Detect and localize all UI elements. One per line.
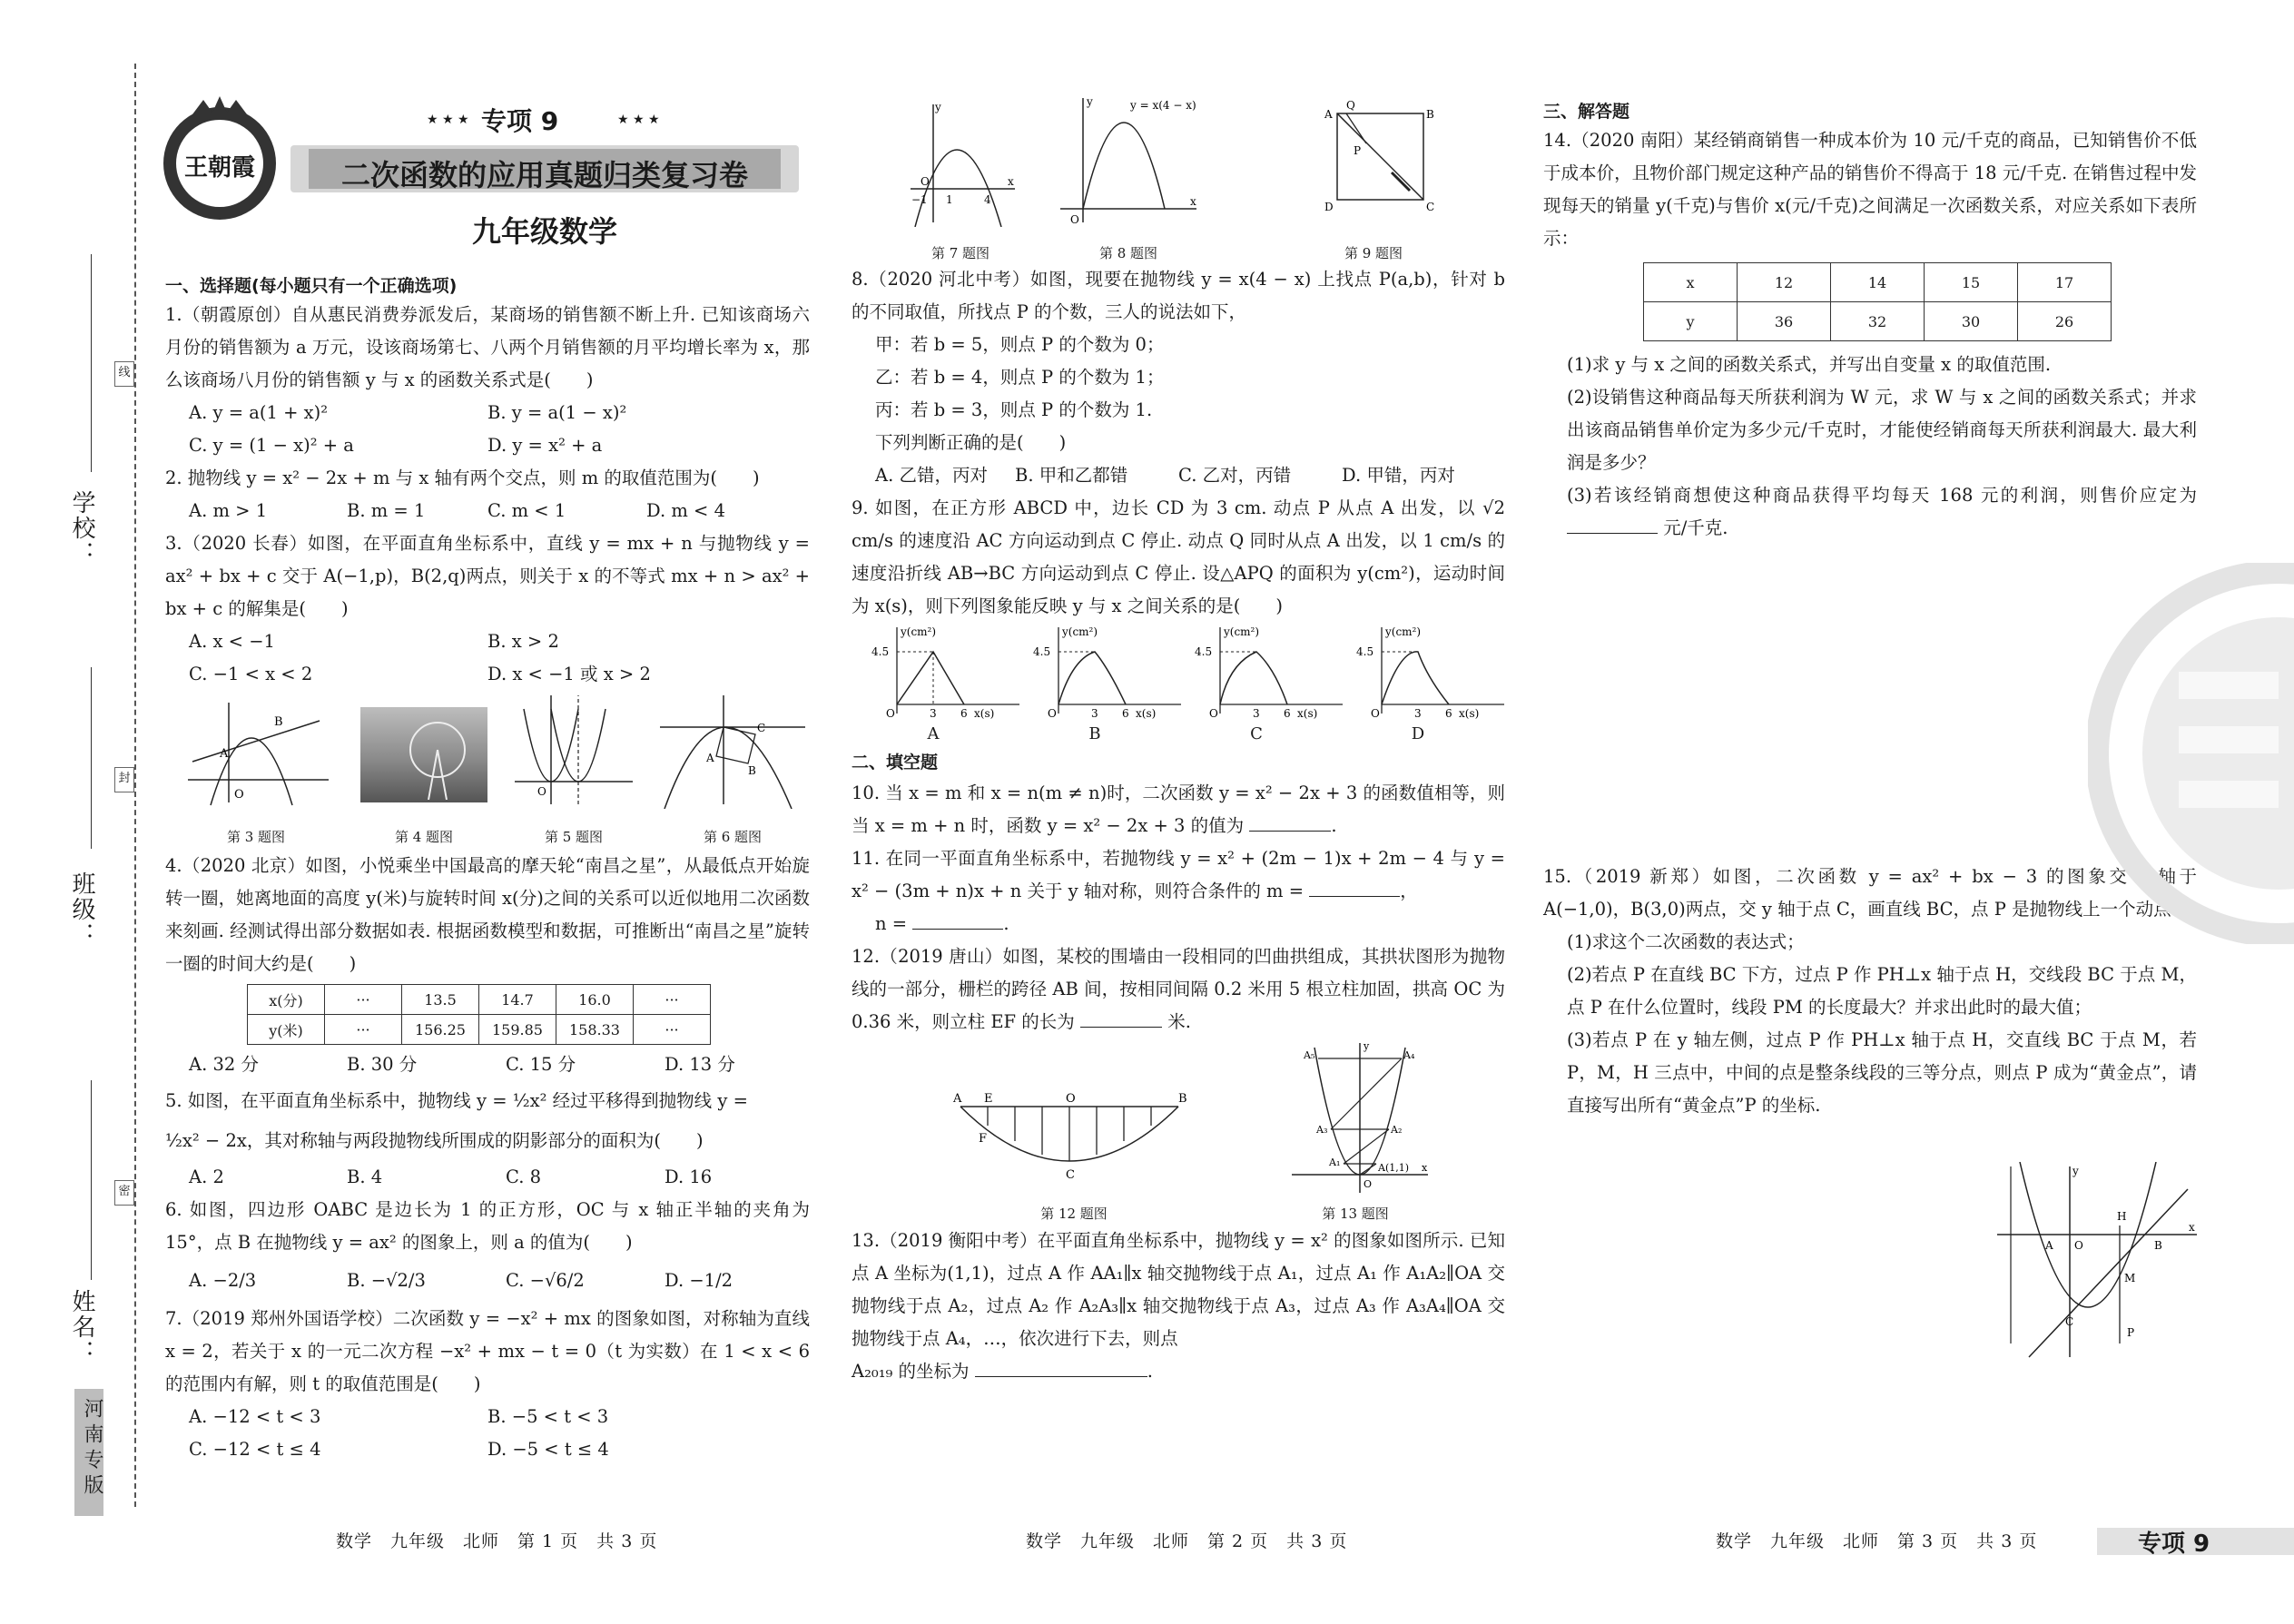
region-label: 河南专版 bbox=[81, 1398, 103, 1500]
svg-text:C: C bbox=[2065, 1315, 2074, 1328]
option: B. 4 bbox=[347, 1166, 383, 1187]
caption-fig8: 第 8 题图 bbox=[1098, 245, 1158, 261]
axis-label: O bbox=[1048, 707, 1057, 720]
caption-fig6: 第 6 题图 bbox=[703, 829, 763, 845]
axis-label: x(s) bbox=[1459, 707, 1480, 720]
question-3: 3.（2020 长春）如图，在平面直角坐标系中，直线 y = mx + n 与抛物线 y = ax² + bx + c 交于 A(−1,p)，B(2,q)两点，则关于 x 的不等式 mx + n > ax² + bx + c 的解集是( ) bbox=[165, 533, 810, 619]
q13-tail-text: A₂₀₁₉ 的坐标为 bbox=[852, 1361, 970, 1382]
axis-label: 3 bbox=[1091, 707, 1098, 720]
svg-text:y: y bbox=[1364, 1040, 1370, 1052]
topic-badge: 专项 9 bbox=[481, 106, 559, 136]
q11-n-label: n = bbox=[875, 913, 908, 934]
option: B. x > 2 bbox=[487, 631, 559, 652]
q15-part-3: (3)若点 P 在 y 轴左侧，过点 P 作 PH⊥x 轴于点 H，交直线 BC 于点 M，若 P，M，H 三点中，中间的点是整条线段的三等分点，则点 P 成为“黄金点”，请直接写出所有“黄金点”P 的坐标. bbox=[1567, 1029, 2197, 1116]
svg-text:C: C bbox=[757, 722, 766, 734]
svg-text:A₂: A₂ bbox=[1391, 1124, 1403, 1136]
option: D. m < 4 bbox=[646, 500, 725, 521]
svg-text:B: B bbox=[1178, 1092, 1187, 1106]
answer-blank[interactable] bbox=[1080, 1007, 1162, 1028]
option: A. 32 分 bbox=[189, 1054, 259, 1075]
option: C. m < 1 bbox=[487, 500, 566, 521]
axis-label: 4.5 bbox=[1356, 645, 1374, 658]
option: B. 30 分 bbox=[347, 1054, 418, 1075]
svg-text:y: y bbox=[1087, 95, 1093, 108]
caption-fig7: 第 7 题图 bbox=[930, 245, 990, 261]
caption-fig9: 第 9 题图 bbox=[1344, 245, 1403, 261]
question-11: 11. 在同一平面直角坐标系中，若抛物线 y = x² + (2m − 1)x + 2m − 4 与 y = x² − (3m + n)x + n 关于 y 轴对称，则符合条件的 m = ， bbox=[852, 848, 1505, 901]
svg-text:x: x bbox=[1422, 1162, 1428, 1174]
table-cell: 159.85 bbox=[479, 1015, 556, 1045]
svg-text:H: H bbox=[2117, 1210, 2127, 1223]
page-1-column bbox=[165, 272, 810, 1466]
question-14: 14.（2020 南阳）某经销商销售一种成本价为 10 元/千克的商品，已知销售价不低于成本价，且物价部门规定这种产品的销售价不得高于 18 元/千克. 在销售过程中发现每天的销量 y(千克)与售价 x(元/千克)之间满足一次函数关系，对应关系如下表所示： bbox=[1543, 130, 2197, 249]
q15-part-1: (1)求这个二次函数的表达式； bbox=[1567, 931, 1805, 952]
option: B. 甲和乙都错 bbox=[1015, 465, 1128, 486]
page-title: 二次函数的应用真题归类复习卷 bbox=[340, 158, 748, 192]
axis-label: 6 bbox=[1122, 707, 1129, 720]
svg-text:x: x bbox=[1190, 195, 1196, 208]
q8-claim-bing: 丙：若 b = 3，则点 P 的个数为 1. bbox=[875, 399, 1153, 420]
svg-text:O: O bbox=[1066, 1092, 1076, 1106]
option: D. 甲错，丙对 bbox=[1342, 465, 1455, 486]
question-15: 15.（2019 新郑）如图，二次函数 y = ax² + bx − 3 的图象交 x 轴于 A(−1,0)，B(3,0)两点，交 y 轴于点 C，画直线 BC，点 P 是抛物线上一个动点. bbox=[1543, 866, 2197, 920]
table-cell: 36 bbox=[1738, 302, 1831, 341]
axis-label: 4.5 bbox=[1033, 645, 1051, 658]
option: D. 13 分 bbox=[665, 1054, 735, 1075]
question-5: 5. 如图，在平面直角坐标系中，抛物线 y = ½x² 经过平移得到抛物线 y = bbox=[165, 1090, 748, 1111]
footer-page-1: 数学 九年级 北师 第 1 页 共 3 页 bbox=[336, 1531, 658, 1551]
figure-q13 bbox=[1287, 1038, 1433, 1197]
q8-claim-jia: 甲：若 b = 5，则点 P 的个数为 0； bbox=[875, 334, 1165, 355]
option: B. m = 1 bbox=[347, 500, 426, 521]
svg-text:B: B bbox=[2154, 1239, 2162, 1252]
figures-row-3 bbox=[852, 1038, 1505, 1225]
option: A. m > 1 bbox=[189, 500, 268, 521]
axis-label: 3 bbox=[1253, 707, 1260, 720]
question-8: 8.（2020 河北中考）如图，现要在抛物线 y = x(4 − x) 上找点 P(a,b)，针对 b 的不同取值，所找点 P 的个数，三人的说法如下， bbox=[852, 269, 1505, 322]
q9-graphs bbox=[852, 623, 1505, 745]
page-3-column bbox=[1543, 98, 2197, 545]
table-cell: ··· bbox=[325, 1015, 402, 1045]
logo-text: 王朝霞 bbox=[183, 154, 255, 182]
axis-label: y(cm²) bbox=[1385, 625, 1422, 638]
q7-options bbox=[165, 1401, 810, 1466]
option: C. −12 < t ≤ 4 bbox=[189, 1439, 321, 1460]
binding-line bbox=[134, 64, 136, 1507]
badge-stars-right: ★ ★ ★ bbox=[617, 113, 660, 127]
seal-box-2: 封 bbox=[114, 767, 134, 792]
question-12 bbox=[852, 940, 1505, 1038]
axis-label: 6 bbox=[1445, 707, 1452, 720]
table-cell: y bbox=[1644, 302, 1738, 341]
watermark-seal bbox=[2088, 563, 2294, 944]
option: B. −√2/3 bbox=[347, 1270, 426, 1291]
figures-row-1 bbox=[165, 691, 810, 850]
caption-fig5: 第 5 题图 bbox=[544, 829, 604, 845]
q3-options bbox=[165, 625, 810, 691]
svg-text:Q: Q bbox=[1346, 100, 1355, 112]
svg-text:y: y bbox=[935, 101, 941, 113]
q9-graph-d bbox=[1354, 623, 1509, 723]
answer-blank[interactable] bbox=[975, 1356, 1147, 1377]
q10-text: 10. 当 x = m 和 x = n(m ≠ n)时，二次函数 y = x² − 2x + 3 的函数值相等，则当 x = m + n 时，函数 y = x² − 2x + 3 的值为 bbox=[852, 782, 1505, 836]
question-1: 1.（朝霞原创）自从惠民消费券派发后，某商场的销售额不断上升. 已知该商场六月份的销售额为 a 万元，设该商场第七、八两个月销售额的月平均增长率为 x，那么该商场八月份的销售额 y 与 x 的函数关系式是( ) bbox=[165, 304, 810, 390]
svg-text:A₅: A₅ bbox=[1304, 1049, 1315, 1061]
q14-unit: 元/千克. bbox=[1663, 517, 1728, 538]
axis-label: x(s) bbox=[1136, 707, 1157, 720]
q9-label-b: B bbox=[1088, 724, 1101, 743]
q14-p3-text: (3)若该经销商想使这种商品获得平均每天 168 元的利润，则售价应定为 bbox=[1567, 485, 2197, 506]
question-4: 4.（2020 北京）如图，小悦乘坐中国最高的摩天轮“南昌之星”，从最低点开始旋转一圈，她离地面的高度 y(米)与旋转时间 x(分)之间的关系可以近似地用二次函数来刻画. 经测试得出部分数据如表. 根据函数模型和数据，可推断出“南昌之星”旋转一圈的时间大约是( ) bbox=[165, 855, 810, 974]
svg-text:P: P bbox=[2127, 1326, 2135, 1339]
axis-label: 4.5 bbox=[1195, 645, 1213, 658]
table-cell: x(分) bbox=[248, 985, 325, 1015]
svg-text:D: D bbox=[1324, 201, 1334, 213]
question-9: 9. 如图，在正方形 ABCD 中，边长 CD 为 3 cm. 动点 P 从点 A 出发，以 √2 cm/s 的速度沿 AC 方向运动到点 C 停止. 动点 Q 同时从点 A 出发，以 1 cm/s 的速度沿折线 AB→BC 方向运动到点 C 停止. 设△APQ 的面积为 y(cm²)，运动时间为 x(s)，则下列图象能反映 y 与 x 之间关系的是( ) bbox=[852, 497, 1505, 616]
svg-text:A: A bbox=[706, 752, 714, 764]
svg-text:M: M bbox=[2124, 1272, 2136, 1284]
table-cell: ··· bbox=[634, 1015, 711, 1045]
figure-q8 bbox=[1056, 91, 1201, 227]
school-label: 学校： bbox=[68, 490, 95, 566]
option: C. 15 分 bbox=[506, 1054, 576, 1075]
figure-q5 bbox=[510, 691, 637, 809]
option: A. 2 bbox=[189, 1166, 224, 1187]
figure-q7 bbox=[906, 91, 1019, 227]
q12-text: 12.（2019 唐山）如图，某校的围墙由一段相同的凹曲拱组成，其拱状图形为抛物线的一部分，栅栏的跨径 AB 间，按相同间隔 0.2 米用 5 根立柱加固，拱高 OC 为 0.36 米，则立柱 EF 的长为 bbox=[852, 946, 1505, 1032]
axis-label: O bbox=[1209, 707, 1218, 720]
q8-options bbox=[852, 459, 1505, 492]
figure-q12 bbox=[951, 1084, 1187, 1193]
table-cell: 14.7 bbox=[479, 985, 556, 1015]
q4-options bbox=[165, 1048, 810, 1081]
svg-text:B: B bbox=[274, 715, 283, 729]
figures-row-2 bbox=[852, 91, 1505, 263]
axis-label: 3 bbox=[930, 707, 937, 720]
answer-blank[interactable] bbox=[1309, 876, 1400, 897]
svg-text:E: E bbox=[984, 1092, 993, 1106]
table-cell: x bbox=[1644, 263, 1738, 302]
svg-text:4: 4 bbox=[984, 193, 991, 206]
svg-text:O: O bbox=[921, 175, 930, 188]
section-answer: 三、解答题 bbox=[1543, 102, 1630, 122]
q11-text: 11. 在同一平面直角坐标系中，若抛物线 y = x² + (2m − 1)x + 2m − 4 与 y = x² − (3m + n)x + n 关于 y 轴对称，则符合条件的 m = bbox=[852, 848, 1505, 901]
svg-text:A: A bbox=[953, 1092, 962, 1106]
question-11-n: n = . bbox=[852, 908, 1505, 940]
figure-q9 bbox=[1319, 100, 1437, 227]
option: D. −1/2 bbox=[665, 1270, 733, 1291]
option: C. 乙对，丙错 bbox=[1178, 465, 1292, 486]
section-fill: 二、填空题 bbox=[852, 753, 939, 773]
svg-text:O: O bbox=[1070, 213, 1079, 226]
figure-q15 bbox=[1993, 1162, 2201, 1362]
svg-text:F: F bbox=[979, 1132, 988, 1146]
svg-text:x: x bbox=[1008, 175, 1014, 188]
q9-graph-c bbox=[1193, 623, 1347, 723]
svg-text:P: P bbox=[1354, 144, 1362, 157]
class-label: 班级： bbox=[68, 871, 95, 948]
answer-blank[interactable] bbox=[912, 909, 1003, 930]
option: C. 8 bbox=[506, 1166, 542, 1187]
q14-part-2: (2)设销售这种商品每天所获利润为 W 元，求 W 与 x 之间的函数关系式；并求出该商品销售单价定为多少元/千克时，才能使经销商每天所获利润最大. 最大利润是多少？ bbox=[1567, 387, 2197, 473]
table-cell: 26 bbox=[2018, 302, 2112, 341]
q8-prompt: 下列判断正确的是( ) bbox=[875, 432, 1067, 453]
q1-options bbox=[165, 397, 810, 462]
option: D. x < −1 或 x > 2 bbox=[487, 664, 651, 684]
badge-stars-left: ★ ★ ★ bbox=[427, 113, 469, 127]
q2-options bbox=[165, 495, 810, 527]
option: A. x < −1 bbox=[189, 631, 275, 652]
axis-label: y(cm²) bbox=[901, 625, 937, 638]
table-cell: 15 bbox=[1925, 263, 2018, 302]
table-cell: 12 bbox=[1738, 263, 1831, 302]
svg-text:B: B bbox=[748, 764, 756, 777]
option: D. y = x² + a bbox=[487, 435, 603, 456]
svg-text:O: O bbox=[2074, 1239, 2083, 1252]
table-cell: ··· bbox=[325, 985, 402, 1015]
q14-table bbox=[1643, 262, 2112, 341]
q6-options bbox=[165, 1259, 810, 1303]
q14-part-3 bbox=[1543, 479, 2197, 545]
option: C. −√6/2 bbox=[506, 1270, 585, 1291]
axis-label: O bbox=[886, 707, 895, 720]
footer-page-3: 数学 九年级 北师 第 3 页 共 3 页 bbox=[1716, 1531, 2038, 1551]
seal-box-3: 密 bbox=[114, 1180, 134, 1206]
option: C. −1 < x < 2 bbox=[189, 664, 313, 684]
axis-label: 3 bbox=[1414, 707, 1422, 720]
table-cell: y(米) bbox=[248, 1015, 325, 1045]
seal-box-1: 线 bbox=[114, 361, 134, 387]
q9-graph-b bbox=[1031, 623, 1186, 723]
axis-label: 6 bbox=[960, 707, 968, 720]
axis-label: O bbox=[1371, 707, 1380, 720]
table-cell: 14 bbox=[1831, 263, 1925, 302]
table-cell: 30 bbox=[1925, 302, 2018, 341]
question-10: 10. 当 x = m 和 x = n(m ≠ n)时，二次函数 y = x² − 2x + 3 的函数值相等，则当 x = m + n 时，函数 y = x² − 2x + 3 的值为 . bbox=[852, 782, 1505, 836]
svg-text:A₁: A₁ bbox=[1329, 1156, 1341, 1168]
option: A. −12 < t < 3 bbox=[189, 1406, 321, 1427]
school-underline bbox=[91, 254, 92, 472]
table-cell: 17 bbox=[2018, 263, 2112, 302]
svg-text:1: 1 bbox=[946, 193, 953, 206]
question-13: 13.（2019 衡阳中考）在平面直角坐标系中，抛物线 y = x² 的图象如图所示. 已知点 A 坐标为(1,1)，过点 A 作 AA₁∥x 轴交抛物线于点 A₁，过点 A₁ 作 A₁A₂∥OA 交抛物线于点 A₂，过点 A₂ 作 A₂A₃∥x 轴交抛物线于点 A₃，过点 A₃ 作 A₃A₄∥OA 交抛物线于点 A₄，…，依次进行下去，则点 bbox=[852, 1230, 1505, 1349]
question-13-tail: A₂₀₁₉ 的坐标为 . bbox=[852, 1355, 1505, 1388]
q4-table bbox=[247, 984, 711, 1045]
name-label: 姓名： bbox=[68, 1289, 95, 1365]
svg-text:B: B bbox=[1426, 108, 1434, 121]
svg-text:A: A bbox=[1324, 108, 1333, 121]
axis-label: x(s) bbox=[1297, 707, 1318, 720]
option: B. −5 < t < 3 bbox=[487, 1406, 609, 1427]
figure-q6 bbox=[655, 691, 810, 809]
subject-title: 九年级数学 bbox=[471, 214, 617, 249]
caption-fig4: 第 4 题图 bbox=[394, 829, 454, 845]
figure-q3 bbox=[183, 698, 333, 807]
q9-graph-a bbox=[870, 623, 1024, 723]
option: D. 16 bbox=[665, 1166, 713, 1187]
q9-label-c: C bbox=[1250, 724, 1263, 743]
q15-part-2: (2)若点 P 在直线 BC 下方，过点 P 作 PH⊥x 轴于点 H，交线段 BC 于点 M，点 P 在什么位置时，线段 PM 的长度最大？并求出此时的最大值； bbox=[1567, 964, 2197, 1018]
caption-fig13: 第 13 题图 bbox=[1322, 1206, 1389, 1222]
page-2-column bbox=[852, 91, 1505, 1388]
svg-text:A(1,1): A(1,1) bbox=[1378, 1162, 1410, 1174]
option: B. y = a(1 − x)² bbox=[487, 402, 627, 423]
svg-text:A₃: A₃ bbox=[1316, 1124, 1328, 1136]
question-6: 6. 如图，四边形 OABC 是边长为 1 的正方形，OC 与 x 轴正半轴的夹角为 15°，点 B 在抛物线 y = ax² 的图象上，则 a 的值为( ) bbox=[165, 1199, 810, 1253]
svg-text:x: x bbox=[2189, 1221, 2195, 1234]
ferris-wheel-icon bbox=[406, 718, 469, 800]
axis-label: 6 bbox=[1284, 707, 1291, 720]
q12-unit: 米. bbox=[1167, 1011, 1191, 1032]
axis-label: y(cm²) bbox=[1062, 625, 1098, 638]
svg-text:A₄: A₄ bbox=[1403, 1049, 1415, 1061]
question-5-cont: ½x² − 2x，其对称轴与两段抛物线所围成的阴影部分的面积为( ) bbox=[165, 1130, 704, 1151]
corner-topic-label: 专项 9 bbox=[2138, 1530, 2210, 1558]
question-7: 7.（2019 郑州外国语学校）二次函数 y = −x² + mx 的图象如图，对称轴为直线 x = 2，若关于 x 的一元二次方程 −x² + mx − t = 0（t 为实数）在 1 < x < 6 的范围内有解，则 t 的取值范围是( ) bbox=[165, 1308, 810, 1394]
caption-fig12: 第 12 题图 bbox=[1040, 1206, 1108, 1222]
option: D. −5 < t ≤ 4 bbox=[487, 1439, 609, 1460]
option: A. −2/3 bbox=[189, 1270, 257, 1291]
footer-page-2: 数学 九年级 北师 第 2 页 共 3 页 bbox=[1026, 1531, 1348, 1551]
q5-options bbox=[165, 1161, 810, 1194]
answer-blank[interactable] bbox=[1249, 811, 1331, 832]
svg-text:C: C bbox=[1426, 201, 1435, 213]
axis-label: y(cm²) bbox=[1224, 625, 1260, 638]
svg-text:A: A bbox=[2045, 1239, 2053, 1252]
svg-text:O: O bbox=[537, 785, 546, 798]
axis-label: 4.5 bbox=[871, 645, 890, 658]
option: C. y = (1 − x)² + a bbox=[189, 435, 354, 456]
section-choice: 一、选择题(每小题只有一个正确选项) bbox=[165, 276, 458, 296]
svg-text:O: O bbox=[1364, 1178, 1373, 1190]
svg-text:O: O bbox=[234, 788, 244, 802]
table-cell: 16.0 bbox=[556, 985, 634, 1015]
table-cell: 32 bbox=[1831, 302, 1925, 341]
caption-fig3: 第 3 题图 bbox=[226, 829, 286, 845]
option: A. y = a(1 + x)² bbox=[189, 402, 329, 423]
q8-claim-yi: 乙：若 b = 4，则点 P 的个数为 1； bbox=[875, 367, 1165, 388]
table-cell: 156.25 bbox=[402, 1015, 479, 1045]
table-cell: ··· bbox=[634, 985, 711, 1015]
svg-text:−1: −1 bbox=[911, 193, 928, 206]
table-cell: 158.33 bbox=[556, 1015, 634, 1045]
question-2: 2. 抛物线 y = x² − 2x + m 与 x 轴有两个交点，则 m 的取值范围为( ) bbox=[165, 468, 760, 488]
q9-label-a: A bbox=[927, 724, 940, 743]
axis-label: x(s) bbox=[974, 707, 995, 720]
svg-text:A: A bbox=[220, 747, 229, 761]
q14-part-1: (1)求 y 与 x 之间的函数关系式，并写出自变量 x 的取值范围. bbox=[1567, 354, 2052, 375]
table-cell: 13.5 bbox=[402, 985, 479, 1015]
class-underline bbox=[91, 667, 92, 849]
answer-blank[interactable] bbox=[1567, 513, 1658, 534]
q9-label-d: D bbox=[1411, 724, 1425, 743]
svg-text:C: C bbox=[1066, 1168, 1075, 1182]
fig8-function-label: y = x(4 − x) bbox=[1130, 99, 1196, 112]
svg-text:y: y bbox=[2072, 1165, 2079, 1177]
name-underline bbox=[91, 1080, 92, 1280]
option: A. 乙错，丙对 bbox=[875, 465, 988, 486]
